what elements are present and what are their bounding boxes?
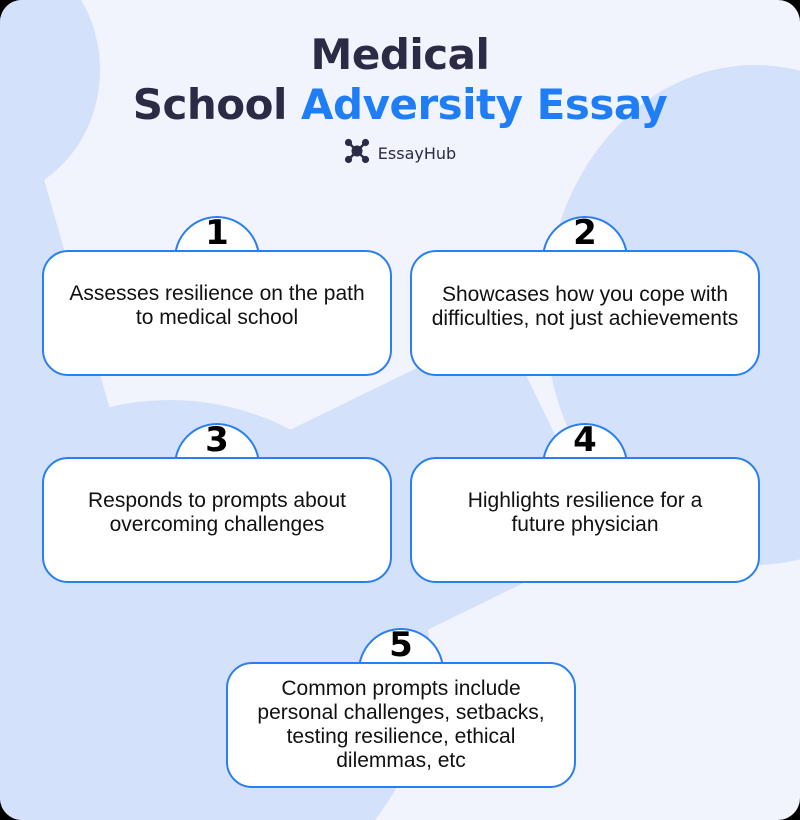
card-number: 1 — [205, 213, 229, 253]
card-body — [226, 662, 576, 788]
title-line-1: Medical — [310, 30, 490, 79]
title-dark-word: School — [132, 80, 287, 129]
title-accent-words: Adversity Essay — [301, 80, 668, 129]
card-text: Responds to prompts about overcoming challenges — [88, 489, 346, 536]
card-text: Assesses resilience on the path to medical school — [69, 282, 365, 329]
card-number: 2 — [573, 213, 597, 253]
card-body — [410, 457, 760, 583]
card-body — [410, 250, 760, 376]
card-number: 3 — [205, 420, 229, 460]
molecule-network-icon — [344, 138, 370, 169]
brand-logo — [0, 138, 800, 169]
card-body — [42, 250, 392, 376]
card-number: 5 — [389, 625, 413, 665]
card-number: 4 — [573, 420, 597, 460]
card-text: Common prompts include personal challenges, setbacks, testing resilience, ethical dilemmas, etc — [257, 677, 545, 772]
point-card-4 — [410, 420, 760, 583]
title-line-2 — [0, 80, 800, 130]
point-card-1 — [42, 213, 392, 376]
page-title — [0, 30, 800, 130]
point-card-5 — [226, 625, 576, 788]
point-card-2 — [410, 213, 760, 376]
point-card-3 — [42, 420, 392, 583]
card-text: Highlights resilience for a future physician — [467, 489, 703, 536]
card-text: Showcases how you cope with difficulties, not just achievements — [431, 283, 739, 330]
brand-name: EssayHub — [377, 144, 457, 163]
card-body — [42, 457, 392, 583]
